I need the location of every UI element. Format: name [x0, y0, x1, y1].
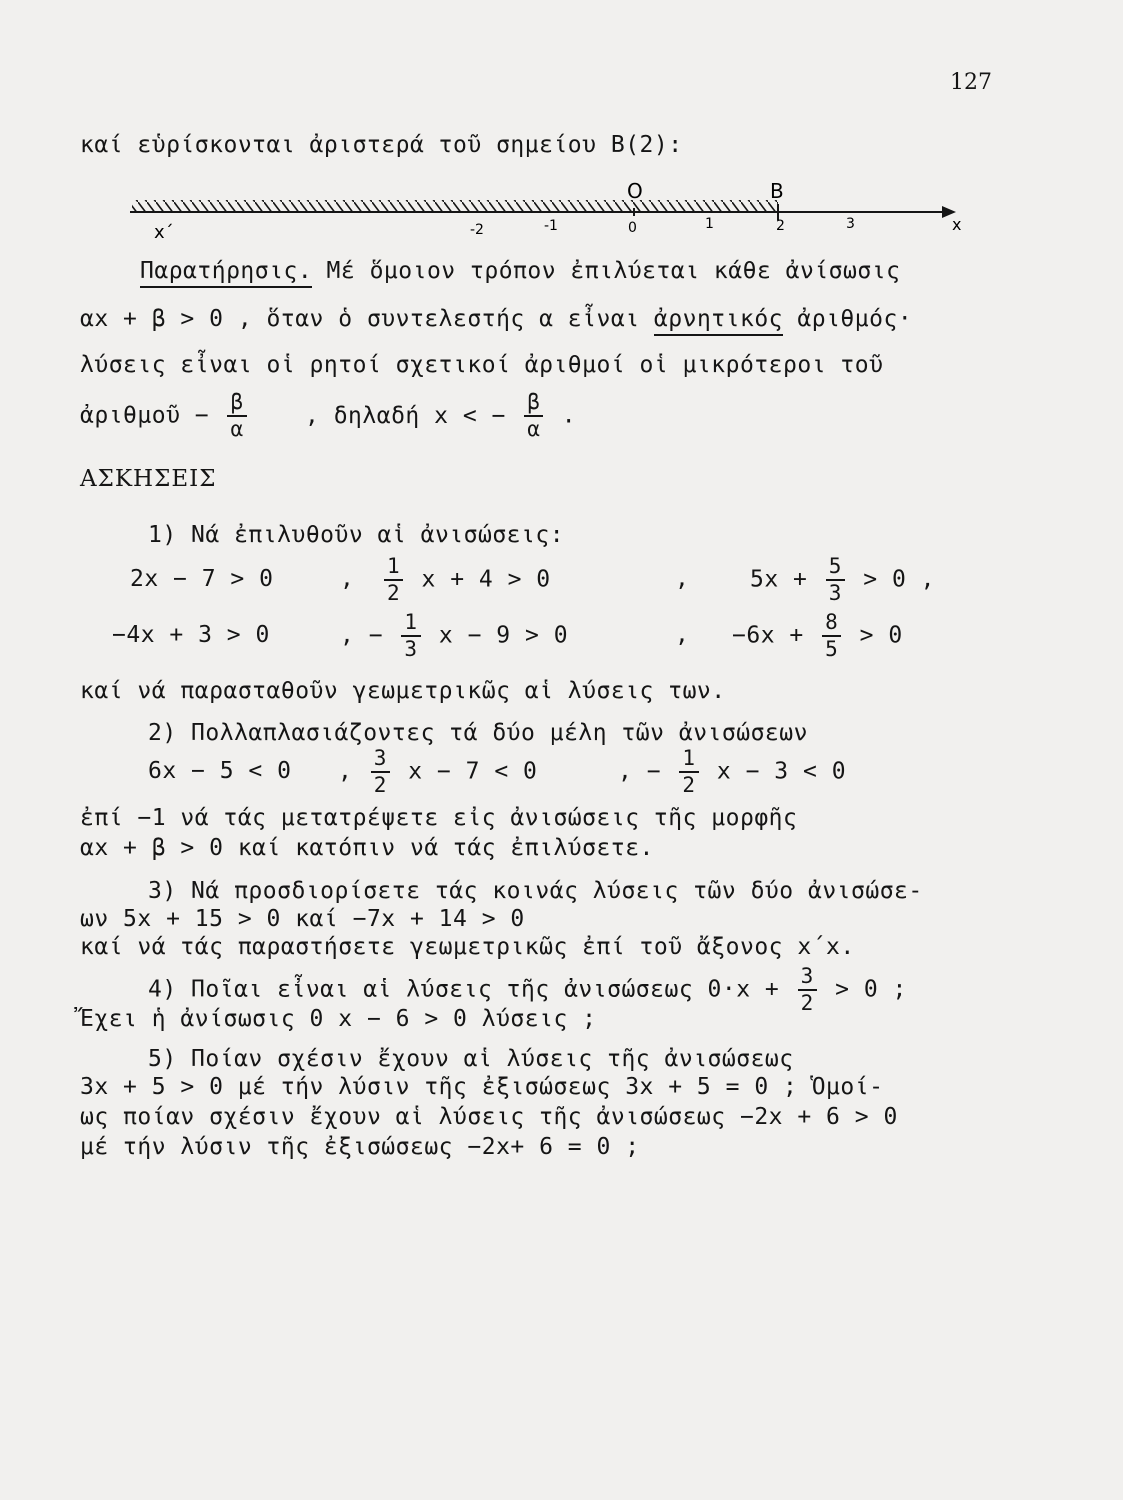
remark-text: Μέ ὅμοιον τρόπον ἐπιλύεται κάθε ἀνίσωσις — [326, 258, 901, 284]
ex3-line-2: ων 5x + 15 > 0 καί −7x + 14 > 0 — [80, 906, 525, 932]
tick-label: -2 — [470, 222, 484, 238]
ex5-line-4: μέ τήν λύσιν τῆς ἐξισώσεως −2x+ 6 = 0 ; — [80, 1134, 640, 1160]
intro-line: καί εὑρίσκονται ἀριστερά τοῦ σημείου Β(2): — [80, 132, 683, 158]
tick-label: 1 — [705, 216, 714, 232]
ex4-line-2: Ἔχει ἡ ἀνίσωσις 0 x − 6 > 0 λύσεις ; — [80, 1006, 597, 1032]
tick-label: 3 — [846, 216, 855, 232]
tick-label: 0 — [628, 220, 637, 236]
origin-label: O — [627, 179, 643, 203]
exercises-heading: ΑΣΚΗΣΕΙΣ — [80, 466, 217, 492]
remark-title: Παρατήρησις. — [140, 258, 312, 288]
ex2-line-3: αx + β > 0 καί κατόπιν νά τάς ἐπιλύσετε. — [80, 835, 654, 861]
underlined-negative: ἀρνητικός — [654, 306, 783, 336]
ex1-closing: καί νά παρασταθοῦν γεωμετρικῶς αἱ λύσεις των. — [80, 678, 726, 704]
ex1-row-1: 2x − 7 > 0 , $\frac{1}{2}$ x + 4 > 0 , 5x + $\frac{5}{3}$ > 0 , — [130, 554, 936, 605]
ex3-line-3: καί νά τάς παραστήσετε γεωμετρικῶς ἐπί τοῦ ἄξονος x΄x. — [80, 934, 855, 960]
x-prime-label: x΄ — [154, 222, 174, 240]
ex2-line-2: ἐπί −1 νά τάς μετατρέψετε εἰς ἀνισώσεις τῆς μορφῆς — [80, 805, 798, 831]
tick-label: -1 — [544, 218, 558, 234]
ex1-title: 1) Νά ἐπιλυθοῦν αἱ ἀνισώσεις: — [148, 522, 565, 548]
ex1-row-2: −4x + 3 > 0 , − $\frac{1}{3}$ x − 9 > 0 , −6x + $\frac{8}{5}$ > 0 — [112, 610, 903, 661]
ex5-line-1: 5) Ποίαν σχέσιν ἔχουν αἱ λύσεις τῆς ἀνισώσεως — [148, 1046, 794, 1072]
ex5-line-3: ως ποίαν σχέσιν ἔχουν αἱ λύσεις τῆς ἀνισώσεως −2x + 6 > 0 — [80, 1104, 898, 1130]
ex2-title: 2) Πολλαπλασιάζοντες τά δύο μέλη τῶν ἀνισώσεων — [148, 720, 808, 746]
fraction: $\frac{\beta}{\alpha}$ — [524, 392, 543, 440]
fraction: $\frac{\beta}{\alpha}$ — [227, 392, 246, 440]
tick-label: 2 — [776, 218, 785, 234]
page-number: 127 — [950, 70, 992, 95]
point-b-label: B — [770, 179, 784, 203]
remark-line-4: ἀριθμοῦ − $\frac{\beta}{\alpha}$ , δηλαδή x < − $\frac{\beta}{\alpha}$ . — [80, 390, 577, 441]
ex4-line-1: 4) Ποῖαι εἶναι αἱ λύσεις τῆς ἀνισώσεως 0·x + $\frac{3}{2}$ > 0 ; — [148, 964, 907, 1015]
ex2-row: 6x − 5 < 0 , $\frac{3}{2}$ x − 7 < 0 , − $\frac{1}{2}$ x − 3 < 0 — [148, 746, 847, 797]
remark-line-2: αx + β > 0 , ὅταν ὁ συντελεστής α εἶναι ἀρνητικός ἀριθμός· — [80, 304, 912, 334]
remark-line-1 — [140, 256, 900, 286]
solution-hatch — [132, 200, 778, 212]
number-line-figure — [120, 178, 980, 240]
ex3-line-1: 3) Νά προσδιορίσετε τάς κοινάς λύσεις τῶν δύο ἀνισώσε- — [148, 878, 923, 904]
ex5-line-2: 3x + 5 > 0 μέ τήν λύσιν τῆς ἐξισώσεως 3x + 5 = 0 ; Ὁμοί- — [80, 1074, 884, 1100]
remark-line-3: λύσεις εἶναι οἱ ρητοί σχετικοί ἀριθμοί οἱ μικρότεροι τοῦ — [80, 352, 884, 378]
x-label: x — [952, 215, 962, 234]
